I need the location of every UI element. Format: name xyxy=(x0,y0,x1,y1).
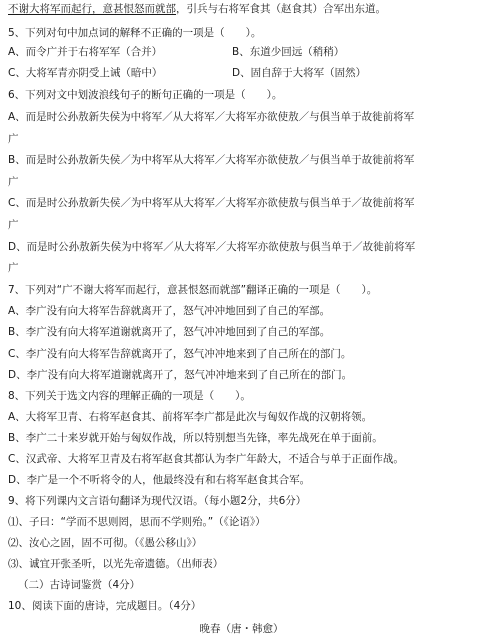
q10-stem: 10、阅读下面的唐诗，完成题目。（4分） xyxy=(8,600,202,612)
q6-stem: 6、下列对文中划波浪线句子的断句正确的一项是（ ）。 xyxy=(8,89,283,101)
q6-option-a: A、而是时公孙敖新失侯为中将军／从大将军／大将军亦欲使敖／与俱当单于故徙前将军 xyxy=(8,111,415,123)
q9-sentence-2: ⑵、汝心之固，固不可彻。（《愚公移山》） xyxy=(8,537,203,549)
q8-option-a: A、大将军卫青、右将军赵食其、前将军李广都是此次与匈奴作战的汉朝将领。 xyxy=(8,411,373,423)
q8-option-c: C、汉武帝、大将军卫青及右将军赵食其都认为李广年龄大，不适合与单于正面作战。 xyxy=(8,453,404,465)
q8-option-d: D、李广是一个不听将令的人，他最终没有和右将军赵食其合军。 xyxy=(8,474,311,486)
q6-option-d: D、而是时公孙敖新失侯为中将军／从大将军／大将军亦欲使敖与俱当单于／故徙前将军 xyxy=(8,241,416,253)
q7-option-b: B、李广没有向大将军道谢就离开了，怒气冲冲地回到了自己的军部。 xyxy=(8,326,331,338)
q5-stem: 5、下列对句中加点词的解释不正确的一项是（ ）。 xyxy=(8,27,262,39)
q6-option-b-cont: 广 xyxy=(8,176,19,188)
q9-sentence-3: ⑶、诚宜开张圣听，以光先帝遗德。（出师表） xyxy=(8,558,224,570)
q5-option-d: D、固自辞于大将军（固然） xyxy=(232,67,367,79)
q9-stem: 9、将下列课内文言语句翻译为现代汉语。（每小题2分，共6分） xyxy=(8,495,307,507)
q6-option-a-cont: 广 xyxy=(8,133,19,145)
q5-option-c: C、大将军青亦阴受上诫（暗中） xyxy=(8,67,163,79)
q6-option-c: C、而是时公孙敖新失侯／为中将军从大将军／大将军亦欲使敖与俱当单于／故徙前将军 xyxy=(8,197,415,209)
q7-option-a: A、李广没有向大将军告辞就离开了，怒气冲冲地回到了自己的军部。 xyxy=(8,305,331,317)
q6-option-d-cont: 广 xyxy=(8,262,19,274)
passage-tail xyxy=(8,2,477,16)
q6-option-b: B、而是时公孙敖新失侯／为中将军从大将军／大将军亦欲使敖／与俱当单于故徙前将军 xyxy=(8,154,415,166)
q7-option-d: D、李广没有向大将军道谢就离开了，怒气冲冲地来到了自己所在的部门。 xyxy=(8,369,353,381)
q9-sentence-1: ⑴、子曰：“学而不思则罔，思而不学则殆。”（《论语》） xyxy=(8,516,266,528)
passage-text: ，引兵与右将军食其（赵食其）合军出东道。 xyxy=(176,3,386,15)
q8-option-b: B、李广二十来岁就开始与匈奴作战，所以特别想当先锋，率先战死在单于面前。 xyxy=(8,432,383,444)
q7-option-c: C、李广没有向大将军告辞就离开了，怒气冲冲地来到了自己所在的部门。 xyxy=(8,348,352,360)
q6-option-c-cont: 广 xyxy=(8,219,19,231)
q5-option-a: A、而令广并于右将军军（合并） xyxy=(8,46,163,58)
section-heading-poetry: （二）古诗词鉴赏（4分） xyxy=(18,579,141,591)
poem-title: 晚春（唐・韩愈） xyxy=(199,623,284,635)
wavy-underlined-text: 不谢大将军而起行，意甚恨怒而就部 xyxy=(8,3,176,15)
q5-option-b: B、东道少回远（稍稍） xyxy=(232,46,345,58)
q7-stem: 7、下列对“广不谢大将军而起行，意甚恨怒而就部”翻译正确的一项是（ ）。 xyxy=(8,284,378,296)
q8-stem: 8、下列关于选文内容的理解正确的一项是（ ）。 xyxy=(8,390,251,402)
